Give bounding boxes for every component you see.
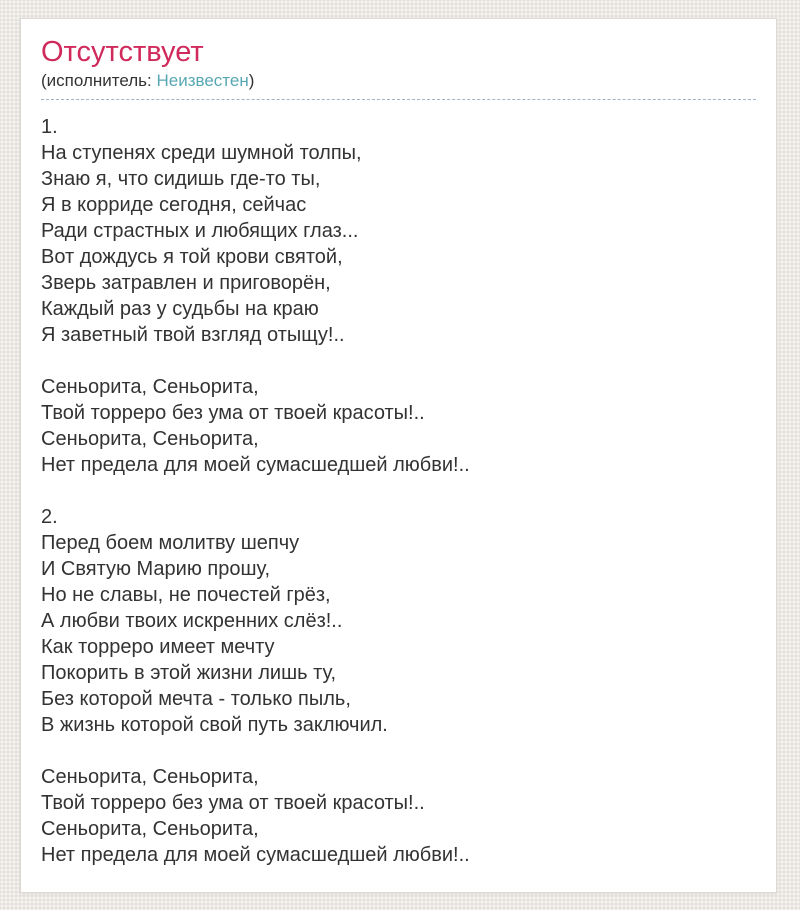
- lyric-line: Вот дождусь я той крови святой,: [41, 246, 343, 268]
- lyrics: [41, 114, 756, 868]
- lyric-line: В жизнь которой свой путь заключил.: [41, 714, 388, 736]
- lyric-line: Ради страстных и любящих глаз...: [41, 220, 359, 242]
- song-title: Отсутствует: [41, 36, 204, 68]
- artist-link[interactable]: Неизвестен: [156, 71, 249, 90]
- lyric-line: Знаю я, что сидишь где-то ты,: [41, 168, 321, 190]
- lyric-line: Сеньорита, Сеньорита,: [41, 428, 259, 450]
- lyric-line: 2.: [41, 506, 58, 528]
- lyric-line: Зверь затравлен и приговорён,: [41, 272, 331, 294]
- lyric-line: Но не славы, не почестей грёз,: [41, 584, 331, 606]
- lyric-line: Перед боем молитву шепчу: [41, 532, 300, 554]
- lyric-line: Сеньорита, Сеньорита,: [41, 818, 259, 840]
- lyric-line: Твой торреро без ума от твоей красоты!..: [41, 792, 425, 814]
- stanza: [41, 504, 756, 738]
- lyric-line: Как торреро имеет мечту: [41, 636, 275, 658]
- artist-prefix: (исполнитель:: [41, 71, 157, 90]
- artist-suffix: ): [248, 71, 255, 90]
- lyric-line: Я заветный твой взгляд отыщу!..: [41, 324, 345, 346]
- lyric-line: А любви твоих искренних слёз!..: [41, 610, 343, 632]
- lyric-line: 1.: [41, 116, 58, 138]
- stanza: [41, 374, 756, 478]
- lyric-line: Покорить в этой жизни лишь ту,: [41, 662, 337, 684]
- artist-line: [41, 70, 756, 92]
- lyric-line: Нет предела для моей сумасшедшей любви!..: [41, 844, 470, 866]
- lyric-line: Я в корриде сегодня, сейчас: [41, 194, 307, 216]
- lyric-line: Без которой мечта - только пыль,: [41, 688, 351, 710]
- lyric-line: Твой торреро без ума от твоей красоты!..: [41, 402, 425, 424]
- lyric-line: Сеньорита, Сеньорита,: [41, 766, 259, 788]
- lyrics-card: [20, 18, 777, 893]
- stanza: [41, 764, 756, 868]
- lyric-line: Сеньорита, Сеньорита,: [41, 376, 259, 398]
- lyric-line: Каждый раз у судьбы на краю: [41, 298, 319, 320]
- lyric-line: Нет предела для моей сумасшедшей любви!..: [41, 454, 470, 476]
- stanza: [41, 114, 756, 348]
- song-header: [41, 34, 756, 100]
- lyric-line: На ступенях среди шумной толпы,: [41, 142, 362, 164]
- lyric-line: И Святую Марию прошу,: [41, 558, 271, 580]
